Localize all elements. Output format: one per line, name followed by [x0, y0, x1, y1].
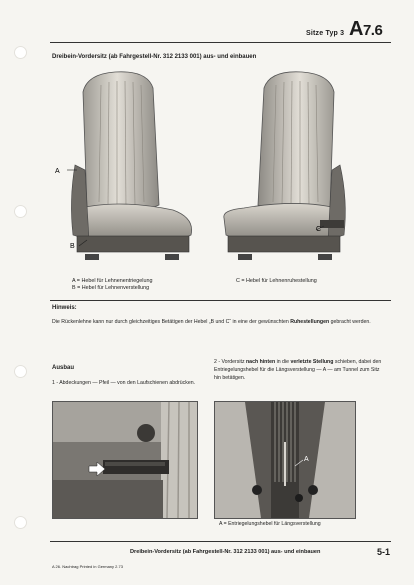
footer-title: Dreibein-Vordersitz (ab Fahrgestell-Nr. 312 2133 001) aus- und einbauen	[130, 549, 321, 555]
photo-tunnel-lever	[214, 401, 356, 519]
photo-seat-rail	[52, 401, 198, 519]
step-2-text	[214, 358, 386, 382]
step-2-part3: schieben, dabei den Entriegelungshebel für die Längsverstellung — A — am Tunnel zum Sitz hin betätigen.	[214, 359, 382, 381]
hinweis-text-part2: gebracht werden.	[330, 319, 371, 325]
header-rule	[50, 42, 391, 43]
hinweis-heading: Hinweis:	[52, 305, 77, 311]
step-2-bold2: verletzte Stellung	[290, 359, 334, 365]
caption-line-b: B = Hebel für Lehnenverstellung	[72, 285, 150, 291]
hinweis-text-bold: Ruhestellungen	[290, 319, 330, 325]
hinweis-text-part1: Die Rückenlehne kann nur durch gleichzeitiges Betätigen der Hebel „B und C“ in eine der gewünschten	[52, 319, 289, 325]
hinweis-text	[52, 318, 388, 326]
figure-caption-left	[72, 278, 152, 292]
photo-callout-a: A	[304, 456, 309, 463]
punch-hole	[14, 365, 27, 378]
callout-c: C	[316, 226, 322, 233]
section-label: Sitze Typ 3	[306, 30, 345, 37]
print-line: A 26. Nachtrag Printed in Germany 2.73	[52, 564, 123, 569]
caption-line-a: A = Hebel für Lehnenentriegelung	[72, 278, 153, 284]
callout-b: B	[70, 243, 75, 250]
section-rule	[50, 300, 391, 301]
punch-hole	[14, 46, 27, 59]
callout-a: A	[55, 168, 60, 175]
punch-hole	[14, 205, 27, 218]
figure-caption-right: C = Hebel für Lehnenruhestellung	[236, 278, 317, 284]
ausbau-heading: Ausbau	[52, 365, 75, 371]
punch-hole	[14, 516, 27, 529]
seat-illustration-left	[55, 70, 200, 276]
photo-caption: A = Entriegelungshebel für Längsverstellung	[219, 521, 321, 527]
step-2-bold1: nach hinten	[246, 359, 276, 365]
footer-rule	[50, 541, 391, 542]
section-code	[349, 18, 382, 41]
step-1-text: 1 - Abdeckungen — Pfeil — von den Laufschienen abdrücken.	[52, 380, 196, 386]
seat-illustration-right	[212, 70, 362, 276]
section-code-sub: 7.6	[362, 22, 383, 39]
page-number: 5-1	[377, 547, 391, 557]
step-2-part2: in die	[276, 359, 289, 365]
step-2-part1: 2 - Vordersitz	[214, 359, 245, 365]
page-title: Dreibein-Vordersitz (ab Fahrgestell-Nr. 312 2133 001) aus- und einbauen	[52, 54, 257, 60]
section-code-main: A	[349, 18, 363, 40]
